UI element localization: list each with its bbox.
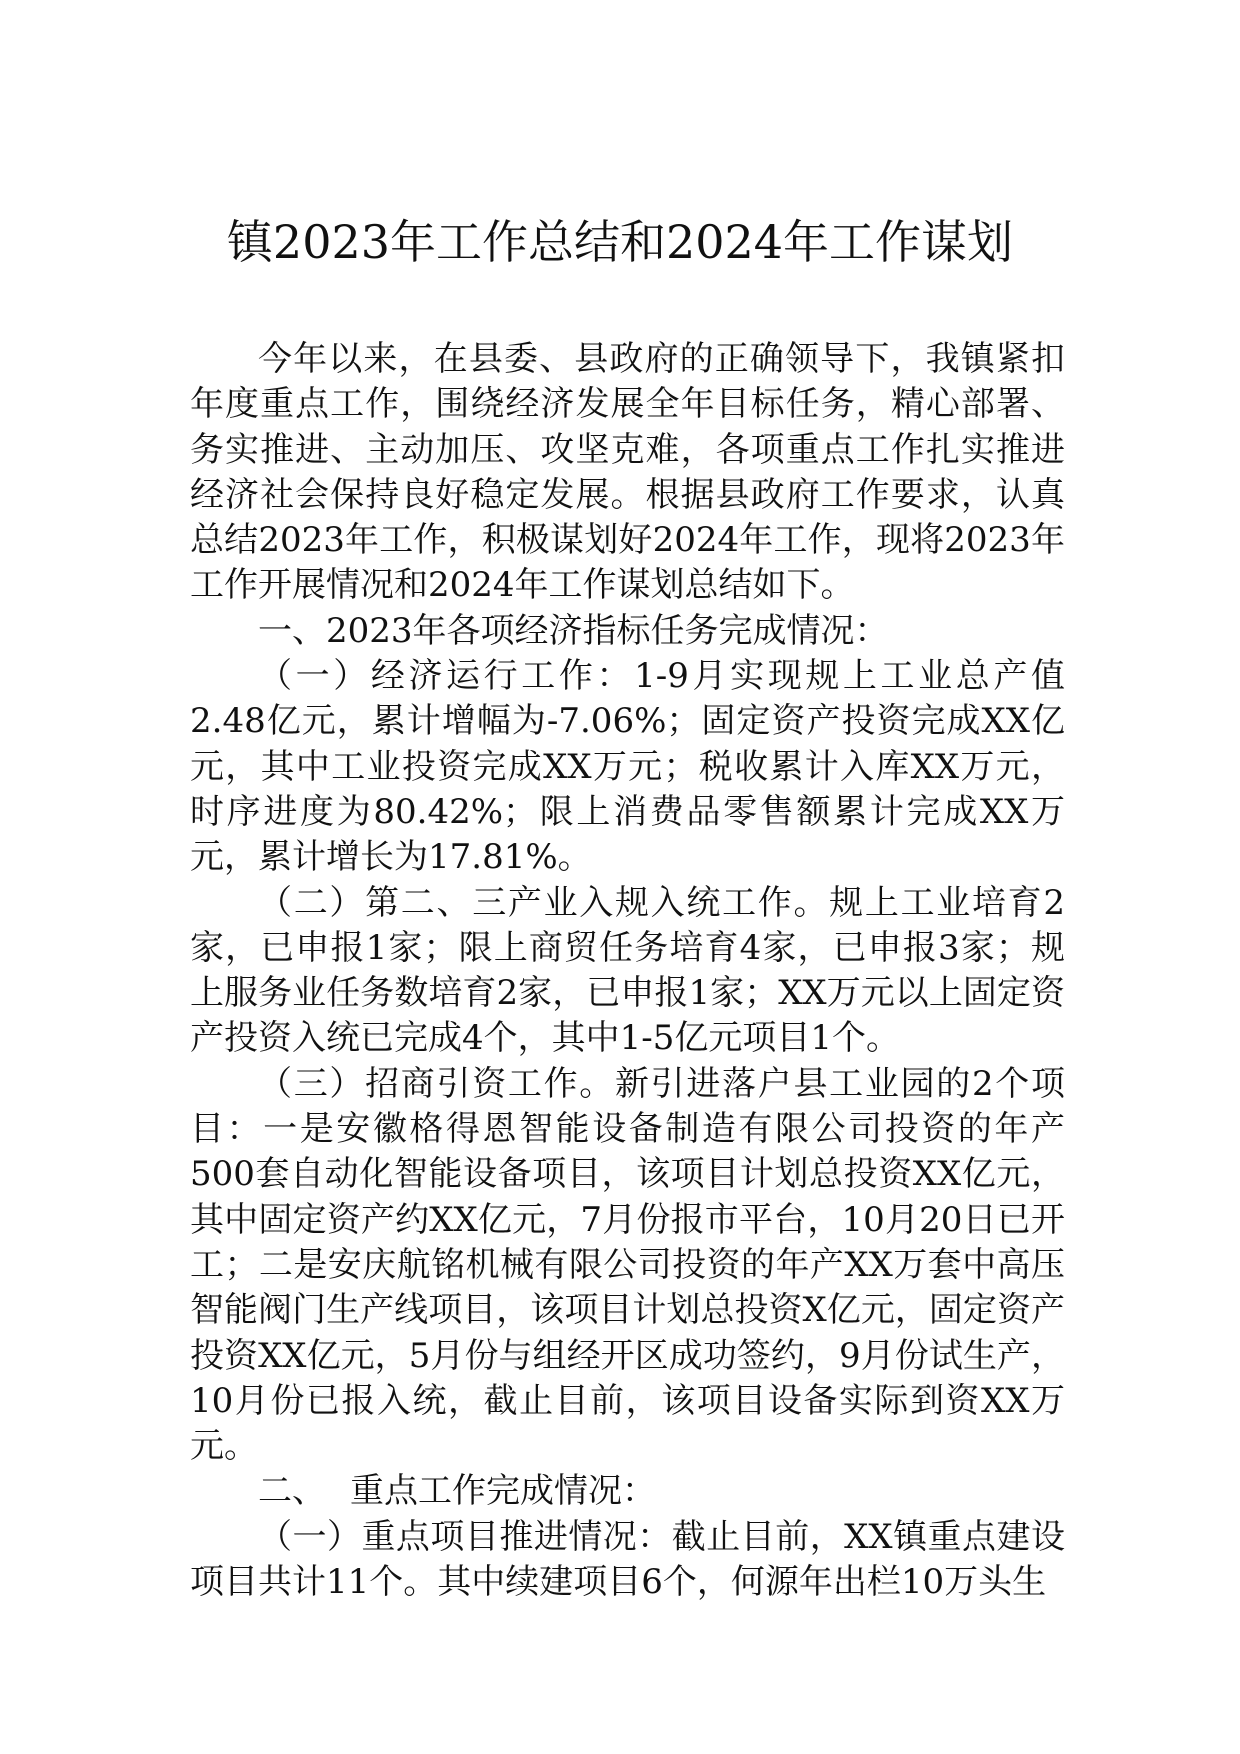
industry-registration-paragraph: （二）第二、三产业入规入统工作。规上工业培育2家，已申报1家；限上商贸任务培育4家，已申报3家；规上服务业任务数培育2家，已申报1家；XX万元以上固定资产投资入统已完成4个，其中1-5亿元项目1个。 [190,882,1065,1059]
intro-paragraph: 今年以来，在县委、县政府的正确领导下，我镇紧扣年度重点工作，围绕经济发展全年目标任务，精心部署、务实推进、主动加压、攻坚克难，各项重点工作扎实推进经济社会保持良好稳定发展。根据县政府工作要求，认真总结2023年工作，积极谋划好2024年工作，现将2023年工作开展情况和2024年工作谋划总结如下。 [190,339,1065,606]
section-heading-2-text: 重点工作完成情况： [350,1471,656,1512]
key-projects-paragraph: （一）重点项目推进情况：截止目前，XX镇重点建设项目共计11个。其中续建项目6个，何源年出栏10万头生 [190,1516,1065,1603]
investment-attraction-paragraph: （三）招商引资工作。新引进落户县工业园的2个项目：一是安徽格得恩智能设备制造有限公司投资的年产500套自动化智能设备项目，该项目计划总投资XX亿元，其中固定资产约XX亿元，7月份报市平台，10月20日已开工；二是安庆航铭机械有限公司投资的年产XX万套中高压智能阀门生产线项目，该项目计划总投资X亿元，固定资产投资XX亿元，5月份与组经开区成功签约，9月份试生产，10月份已报入统，截止目前，该项目设备实际到资XX万元。 [190,1063,1065,1467]
economic-operation-paragraph: （一）经济运行工作：1-9月实现规上工业总产值2.48亿元，累计增幅为-7.06%；固定资产投资完成XX亿元，其中工业投资完成XX万元；税收累计入库XX万元，时序进度为80.42%；限上消费品零售额累计完成XX万元，累计增长为17.81%。 [190,656,1065,878]
document-body [190,337,1065,1605]
section-heading-1: 一、2023年各项经济指标任务完成情况： [258,610,889,651]
document-title: 镇2023年工作总结和2024年工作谋划 [226,215,1014,269]
section-heading-2 [190,1469,1065,1514]
section-heading-2-number: 二、 [258,1471,326,1512]
